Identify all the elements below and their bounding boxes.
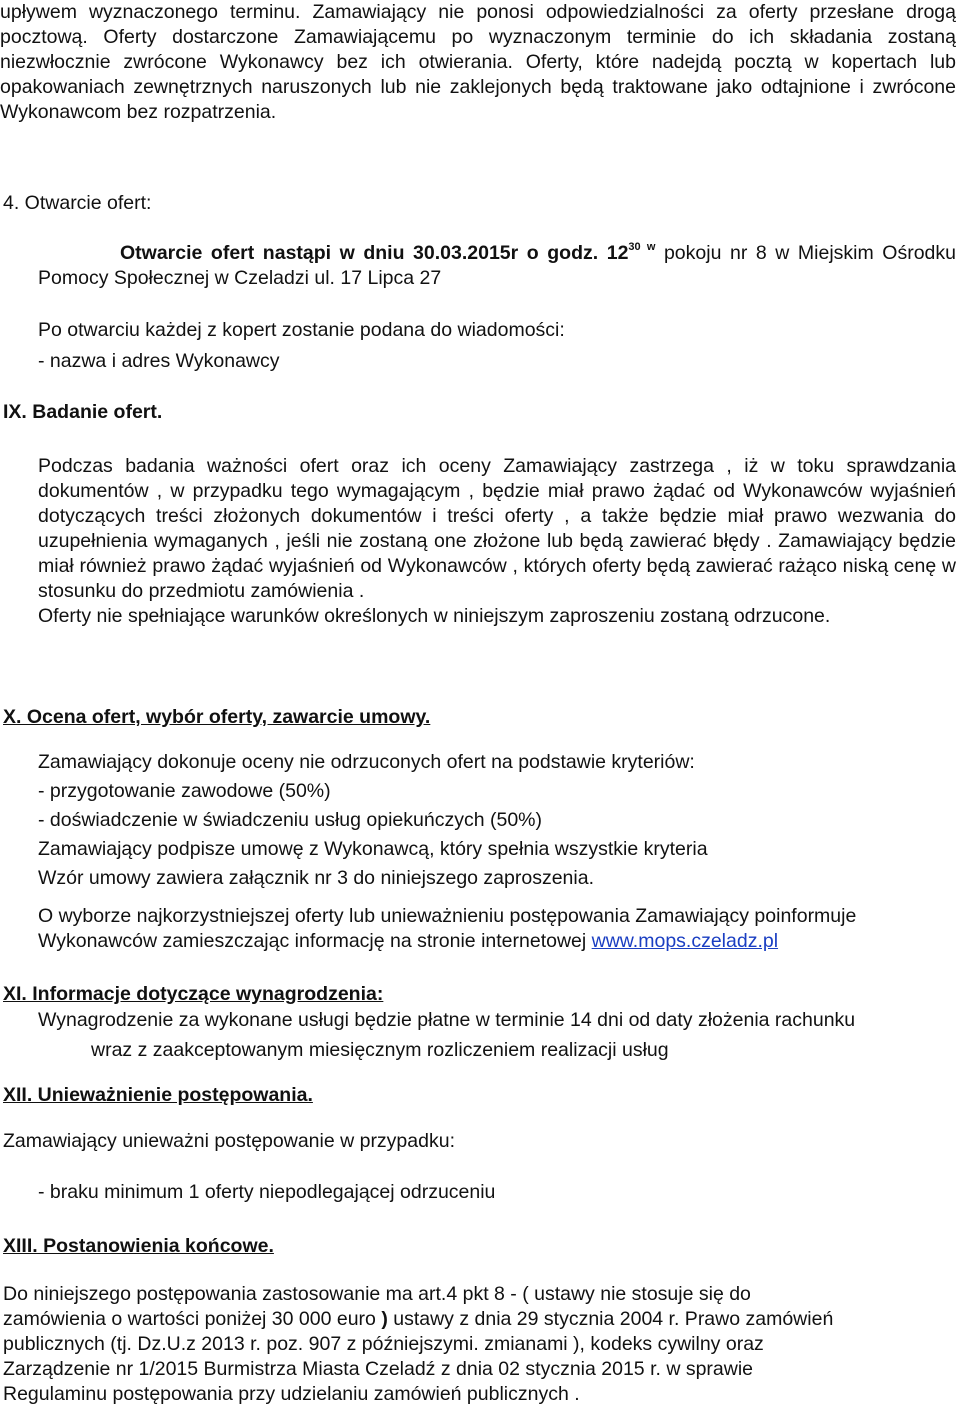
opening-after xyxy=(0,318,960,374)
section-xi-title: XI. Informacje dotyczące wynagrodzenia: xyxy=(3,983,384,1005)
section-x-info-line1: O wyborze najkorzystniejszej oferty lub unieważnieniu postępowania Zamawiający poinformuje xyxy=(38,905,857,927)
section-xiii-line1: Do niniejszego postępowania zastosowanie ma art.4 pkt 8 - ( ustawy nie stosuje się do xyxy=(3,1283,751,1305)
website-link[interactable]: www.mops.czeladz.pl xyxy=(591,930,779,952)
section-ix-body xyxy=(0,454,960,629)
opening-hour-sup: 30 w xyxy=(628,241,656,253)
section-x-info xyxy=(0,904,960,954)
opening-heading: 4. Otwarcie ofert: xyxy=(3,192,152,214)
opening-location-text: pokoju nr 8 w Miejskim Ośrodku Pomocy Społecznej w Czeladzi ul. 17 Lipca 27 xyxy=(38,242,956,289)
section-xii-line1: Zamawiający unieważni postępowanie w przypadku: xyxy=(3,1130,455,1152)
section-xii xyxy=(0,1083,960,1108)
section-ix-rejection: Oferty nie spełniające warunków określonych w niniejszym zaproszeniu zostaną odrzucone. xyxy=(38,605,831,627)
opening-after-line2: - nazwa i adres Wykonawcy xyxy=(38,350,280,372)
section-xi xyxy=(0,982,960,1063)
section-xiii-paren: ) xyxy=(381,1308,388,1330)
intro-section xyxy=(0,0,960,125)
section-xiii-line2a: zamówienia o wartości poniżej 30 000 euro xyxy=(3,1308,382,1330)
section-ix-paragraph: Podczas badania ważności ofert oraz ich oceny Zamawiający zastrzega , iż w toku sprawdzania dokumentów , w przypadku tego wymagającym , będzie miał prawo żądać od Wykonawców wyjaśnień dotyczących treści złożonych dokumentów i treści oferty , a także będzie miał prawo wezwania do uzupełnienia wymaganych , jeśli nie zostaną one złożone lub będą zawierać błędy . Zamawiający będzie miał również prawo żądać wyjaśnień od Wykonawców , których oferty będą zawierać rażąco niską cenę w stosunku do przedmiotu zamówienia . xyxy=(38,455,956,602)
section-xiii-body xyxy=(0,1282,960,1407)
section-x-criteria xyxy=(0,750,960,891)
section-xii-body xyxy=(0,1129,960,1154)
section-x-line5: Wzór umowy zawiera załącznik nr 3 do niniejszego zaproszenia. xyxy=(38,867,594,889)
section-x-info-text: Wykonawców zamieszczając informację na stronie internetowej xyxy=(38,930,592,952)
section-xii-title: XII. Unieważnienie postępowania. xyxy=(3,1084,313,1106)
section-ix xyxy=(0,400,960,425)
section-x-line1: Zamawiający dokonuje oceny nie odrzuconych ofert na podstawie kryteriów: xyxy=(38,751,695,773)
section-xi-line2: wraz z zaakceptowanym miesięcznym rozliczeniem realizacji usług xyxy=(91,1039,669,1061)
section-x-line3: - doświadczenie w świadczeniu usług opiekuńczych (50%) xyxy=(38,809,543,831)
opening-section xyxy=(0,191,960,216)
section-xiii-line5: Regulaminu postępowania przy udzielaniu zamówień publicznych . xyxy=(3,1383,580,1405)
section-xiii-line3: publicznych (tj. Dz.U.z 2013 r. poz. 907 z późniejszymi. zmianami ), kodeks cywilny oraz xyxy=(3,1333,764,1355)
intro-paragraph: upływem wyznaczonego terminu. Zamawiający nie ponosi odpowiedzialności za oferty przesłane drogą pocztową. Oferty dostarczone Zamawiającemu po wyznaczonym terminie do ich składania zostaną niezwłocznie zwrócone Wykonawcy bez ich otwierania. Oferty, które nadejdą pocztą w kopertach lub opakowaniach zewnętrznych naruszonych lub nie zaklejonych będą traktowane jako odtajnione i zwrócone Wykonawcom bez rozpatrzenia. xyxy=(0,1,956,123)
section-x-title: X. Ocena ofert, wybór oferty, zawarcie umowy. xyxy=(3,706,431,728)
opening-date-text: Otwarcie ofert nastąpi w dniu 30.03.2015r o godz. 12 xyxy=(120,242,629,264)
section-xii-line2: - braku minimum 1 oferty niepodlegającej odrzuceniu xyxy=(38,1181,496,1203)
section-xiii-line2 xyxy=(0,1307,960,1332)
section-ix-title: IX. Badanie ofert. xyxy=(3,401,163,423)
opening-details xyxy=(0,241,960,291)
opening-paragraph xyxy=(38,241,956,291)
section-xiii xyxy=(0,1234,960,1259)
section-x-info-line2 xyxy=(38,929,960,954)
section-xiii-title: XIII. Postanowienia końcowe. xyxy=(3,1235,274,1257)
section-xiii-line2c: ustawy z dnia 29 stycznia 2004 r. Prawo zamówień xyxy=(387,1308,834,1330)
opening-after-line1: Po otwarciu każdej z kopert zostanie podana do wiadomości: xyxy=(38,319,565,341)
section-xi-line1: Wynagrodzenie za wykonane usługi będzie płatne w terminie 14 dni od daty złożenia rachunku xyxy=(38,1009,856,1031)
section-x-line4: Zamawiający podpisze umowę z Wykonawcą, który spełnia wszystkie kryteria xyxy=(38,838,708,860)
section-x-line2: - przygotowanie zawodowe (50%) xyxy=(38,780,331,802)
section-xii-item xyxy=(0,1180,960,1205)
section-xiii-line4: Zarządzenie nr 1/2015 Burmistrza Miasta Czeladź z dnia 02 stycznia 2015 r. w sprawie xyxy=(3,1358,754,1380)
section-x xyxy=(0,705,960,730)
